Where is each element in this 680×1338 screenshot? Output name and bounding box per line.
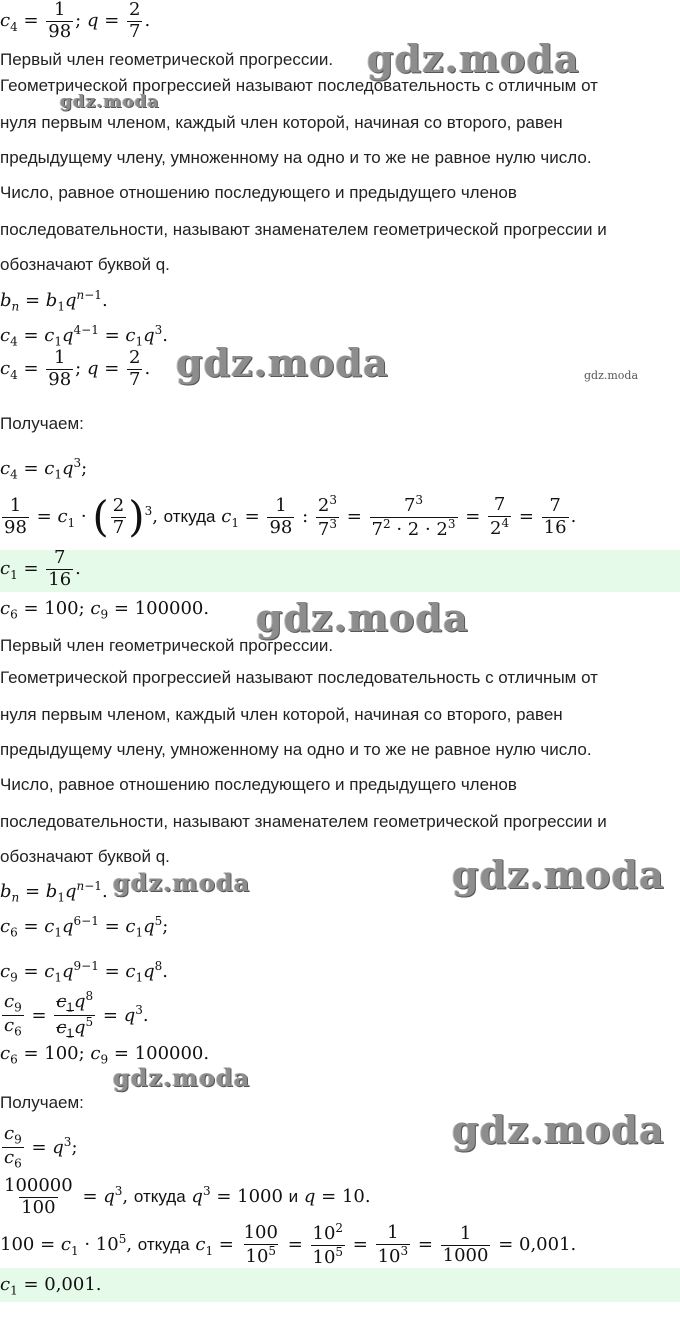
watermark: gdz.moda: [256, 595, 469, 640]
result-label: Получаем:: [0, 1093, 84, 1112]
step2: $\frac{100000}{100}$ = $q^3$, откуда $q^3 = 1000$ и q = 10.: [4, 1175, 371, 1218]
step3: $100 = c_1 \cdot 10^5$, откуда $c_1$ = $\frac{100}{10^5}$ = $\frac{10^2}{10^5}$ = $\frac{1}{10^3}$ = $\frac{1}{1000}$ = 0,001.: [0, 1221, 577, 1268]
step2-text: откуда: [163, 507, 216, 527]
definition-line: обозначают буквой q.: [0, 255, 170, 274]
definition-line: нуля первым членом, каждый член которой, начиная со второго, равен: [0, 113, 563, 132]
formula-given: $c_4$ = $\frac{1}{98}$ ; q = $\frac{2}{7}$ .: [0, 347, 151, 390]
formula-general: $b_n = b_1q^{n-1}$.: [0, 288, 108, 314]
given-part2: $c_6 = 100$; $c_9 = 100000$.: [0, 598, 210, 622]
step2-text: откуда: [133, 1187, 186, 1207]
definition-line: Геометрической прогрессией называют последовательность с отличным от: [0, 668, 598, 687]
watermark: gdz.moda: [113, 1063, 251, 1092]
definition-line: Число, равное отношению последующего и предыдущего членов: [0, 183, 517, 202]
given-repeat: $c_6 = 100$; $c_9 = 100000$.: [0, 1043, 210, 1067]
watermark: gdz.moda: [452, 1107, 665, 1152]
definition-title: Первый член геометрической прогрессии.: [0, 50, 334, 69]
step2: $\frac{1}{98}$ = $c_1$ · ( $\frac{2}{7}$ )$^3$, откуда $c_1$ = $\frac{1}{98}$ : $\frac{2^3}{7^3}$ = $\frac{7^3}{7^2 \cdot 2 \cdot 2^3}$ = $\frac{7}{2^4}$ = $\frac{7}{16}$ .: [4, 492, 577, 542]
definition-line: предыдущему члену, умноженному на одно и то же не равное нулю число.: [0, 148, 592, 167]
definition-line: Число, равное отношению последующего и предыдущего членов: [0, 775, 517, 794]
watermark: gdz.moda: [584, 369, 639, 382]
watermark: gdz.moda: [176, 340, 389, 385]
answer: $c_1$ = $\frac{7}{16}$ .: [0, 547, 81, 590]
ratio: $\frac{c_9}{c_6}$ = $\frac{c_1q^8}{c_1q^5}$ = $q^3$.: [4, 989, 149, 1041]
result-label: Получаем:: [0, 414, 84, 433]
watermark: gdz.moda: [367, 36, 580, 81]
formula-c6: $c_6 = c_1q^{6-1} = c_1q^5$;: [0, 914, 169, 940]
answer-highlight: [0, 1268, 680, 1302]
watermark: gdz.moda: [60, 92, 160, 112]
definition-line: последовательности, называют знаменателем геометрической прогрессии и: [0, 812, 607, 831]
definition-line: предыдущему члену, умноженному на одно и то же не равное нулю число.: [0, 740, 592, 759]
definition-line: нуля первым членом, каждый член которой, начиная со второго, равен: [0, 705, 563, 724]
step2-and: и: [288, 1187, 299, 1207]
answer: $c_1 = 0,001$.: [0, 1274, 102, 1298]
formula-c9: $c_9 = c_1q^{9-1} = c_1q^8$.: [0, 959, 169, 985]
answer-highlight: [0, 547, 680, 592]
step1: $c_4 = c_1q^3$;: [0, 456, 88, 482]
definition-line: Геометрической прогрессией называют последовательность с отличным от: [0, 76, 598, 95]
formula-c4: $c_4 = c_1q^{4-1} = c_1q^3$.: [0, 323, 169, 349]
definition-line: последовательности, называют знаменателем геометрической прогрессии и: [0, 220, 607, 239]
watermark: gdz.moda: [452, 852, 665, 897]
definition-title: Первый член геометрической прогрессии.: [0, 636, 334, 655]
formula-given-top: $c_4$ = $\frac{1}{98}$ ; q = $\frac{2}{7}$ .: [0, 0, 151, 42]
step1: $\frac{c_9}{c_6}$ = $q^3$;: [4, 1123, 78, 1171]
step3-text: откуда: [137, 1235, 190, 1255]
watermark: gdz.moda: [113, 868, 251, 897]
formula-general: $b_n = b_1q^{n-1}$.: [0, 879, 108, 905]
definition-line: обозначают буквой q.: [0, 847, 170, 866]
